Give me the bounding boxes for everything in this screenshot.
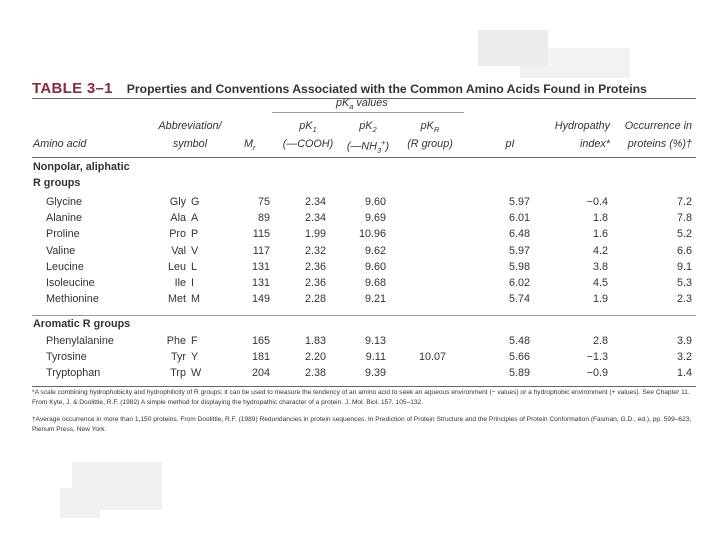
cell-hydropathy: −0.9 (586, 367, 608, 380)
cell-name: Valine (46, 244, 76, 257)
cell-mr: 89 (257, 212, 270, 225)
cell-pk1: 1.83 (304, 335, 326, 347)
cell-pk2: 9.13 (364, 335, 386, 347)
cell-hydropathy: 2.8 (592, 335, 608, 347)
scan-smudge-bottom-left-small (60, 488, 100, 518)
cell-pi: 5.97 (508, 196, 530, 208)
cell-abbr: Ala (170, 212, 186, 225)
col-pk2: $pK_2$ (359, 120, 377, 135)
cell-hydropathy: 4.2 (592, 244, 608, 257)
cell-pk1: 2.32 (304, 244, 326, 257)
cell-pk1: 2.36 (304, 277, 326, 289)
cell-occurrence: 5.3 (676, 277, 692, 289)
footnote-hydropathy: *A scale combining hydrophobicity and hydrophilicity of R groups; it can be used to measure the tendency of an amino acid to seek an aqueous environment (− values) or a hydrophobic environment (+ values). See Chapter 11. From Kyte, J. & Doolittle, R.F. (1982) A simple method for displaying the hydropathic character of a protein. J. Mol. Biol. 157, 105–132. (32, 389, 690, 406)
cell-symbol: W (191, 367, 202, 380)
cell-pi: 5.74 (508, 293, 530, 306)
col-amino-acid: Amino acid (33, 138, 87, 150)
cell-abbr: Phe (166, 335, 186, 347)
cell-pi: 5.66 (508, 351, 530, 364)
cell-name: Tyrosine (46, 351, 87, 364)
cell-pi: 5.48 (508, 335, 530, 347)
cell-abbr: Ile (174, 277, 186, 289)
col-pk2-line2: $(—NH_3^+)$ (346, 138, 390, 155)
cell-hydropathy: 1.8 (592, 212, 608, 225)
cell-abbr: Pro (169, 228, 186, 241)
table-heading (32, 80, 647, 98)
cell-abbr: Leu (167, 260, 186, 273)
header-rule (32, 157, 696, 158)
cell-pi: 6.02 (508, 277, 530, 289)
group-title-line2: R groups (33, 177, 81, 189)
cell-pk1: 2.20 (304, 351, 326, 364)
cell-pk2: 9.11 (365, 351, 386, 364)
cell-occurrence: 3.9 (676, 335, 692, 347)
cell-symbol: I (191, 277, 194, 289)
cell-occurrence: 5.2 (676, 228, 692, 241)
bottom-rule (32, 386, 696, 387)
cell-hydropathy: 4.5 (592, 277, 608, 289)
cell-symbol: V (191, 244, 199, 257)
col-hydro-line1: Hydropathy (554, 120, 610, 132)
cell-pk2: 9.39 (364, 367, 386, 380)
col-occ-line1: Occurrence in (624, 120, 692, 132)
cell-name: Phenylalanine (46, 335, 114, 347)
cell-symbol: F (191, 335, 198, 347)
cell-symbol: A (191, 212, 199, 225)
cell-mr: 149 (251, 293, 270, 306)
cell-pk2: 9.69 (364, 212, 386, 225)
cell-abbr: Gly (169, 196, 186, 208)
col-pk1-line2: (—COOH) (282, 138, 334, 150)
cell-hydropathy: −1.3 (586, 351, 608, 364)
pka-group-label: $pK_a$ values (336, 97, 388, 112)
cell-symbol: Y (191, 351, 199, 364)
cell-occurrence: 6.6 (676, 244, 692, 257)
cell-occurrence: 7.8 (676, 212, 692, 225)
cell-pk1: 2.28 (304, 293, 326, 306)
col-pkr: $pK_R$ (420, 120, 440, 135)
cell-symbol: G (191, 196, 200, 208)
cell-hydropathy: 3.8 (592, 260, 608, 273)
cell-symbol: L (191, 260, 198, 273)
footnote-occurrence: †Average occurrence in more than 1,150 proteins. From Doolittle, R.F. (1989) Redundancies in protein sequences. In Prediction of Protein Structure and the Principles of Protein Conformation (Fasman, G.D., ed.), pp. 599–623, Plenum Press, New York. (32, 416, 692, 433)
cell-occurrence: 7.2 (676, 196, 692, 208)
col-pkr-line2: (R group) (407, 138, 453, 150)
cell-occurrence: 9.1 (676, 260, 692, 273)
cell-pk2: 9.21 (364, 293, 386, 306)
col-abbrev-line1: Abbreviation/ (158, 120, 222, 132)
cell-pi: 6.01 (508, 212, 530, 225)
cell-pi: 5.98 (508, 260, 530, 273)
scan-smudge-top-right (520, 48, 630, 78)
cell-pkr: 10.07 (418, 351, 446, 364)
cell-pk1: 2.36 (304, 260, 326, 273)
cell-mr: 75 (257, 196, 270, 208)
cell-pk1: 2.34 (304, 196, 326, 208)
cell-name: Isoleucine (46, 277, 95, 289)
cell-pk2: 9.62 (364, 244, 386, 257)
col-pk1: $pK_1$ (299, 120, 317, 135)
col-mr: $M_r$ (244, 138, 256, 153)
group-separator-rule (32, 315, 696, 316)
cell-pk2: 10.96 (358, 228, 386, 241)
cell-pk2: 9.60 (364, 196, 386, 208)
cell-pk2: 9.60 (364, 260, 386, 273)
cell-symbol: M (191, 293, 200, 306)
cell-pi: 5.89 (508, 367, 530, 380)
cell-abbr: Val (171, 244, 186, 257)
col-abbrev-line2: symbol (172, 138, 208, 150)
cell-pk2: 9.68 (364, 277, 386, 289)
cell-hydropathy: −0.4 (586, 196, 608, 208)
cell-name: Proline (46, 228, 80, 241)
cell-pi: 6.48 (508, 228, 530, 241)
cell-mr: 131 (251, 277, 270, 289)
group-title: Aromatic R groups (33, 318, 131, 330)
cell-mr: 115 (252, 228, 270, 241)
cell-mr: 117 (252, 244, 270, 257)
group-title: Nonpolar, aliphatic (33, 161, 130, 173)
cell-hydropathy: 1.9 (592, 293, 608, 306)
cell-name: Alanine (46, 212, 83, 225)
cell-pk1: 1.99 (304, 228, 326, 241)
pka-group-rule (272, 112, 464, 113)
cell-occurrence: 2.3 (676, 293, 692, 306)
cell-occurrence: 3.2 (676, 351, 692, 364)
cell-pk1: 2.34 (304, 212, 326, 225)
cell-name: Glycine (46, 196, 83, 208)
cell-abbr: Met (168, 293, 186, 306)
cell-pi: 5.97 (508, 244, 530, 257)
cell-abbr: Trp (170, 367, 186, 380)
cell-pk1: 2.38 (304, 367, 326, 380)
col-occ-line2: proteins (%)† (627, 138, 692, 150)
col-pi: pI (505, 138, 515, 150)
table-tag: TABLE 3–1 (32, 80, 113, 97)
cell-mr: 181 (251, 351, 270, 364)
cell-name: Tryptophan (46, 367, 101, 380)
table-caption: Properties and Conventions Associated with the Common Amino Acids Found in Proteins (126, 82, 647, 96)
cell-abbr: Tyr (171, 351, 186, 364)
col-hydro-line2: index* (579, 138, 610, 150)
cell-hydropathy: 1.6 (592, 228, 608, 241)
cell-name: Methionine (46, 293, 99, 306)
cell-mr: 131 (251, 260, 270, 273)
cell-mr: 165 (251, 335, 270, 347)
cell-mr: 204 (251, 367, 270, 380)
cell-occurrence: 1.4 (676, 367, 692, 380)
cell-name: Leucine (46, 260, 84, 273)
cell-symbol: P (191, 228, 199, 241)
